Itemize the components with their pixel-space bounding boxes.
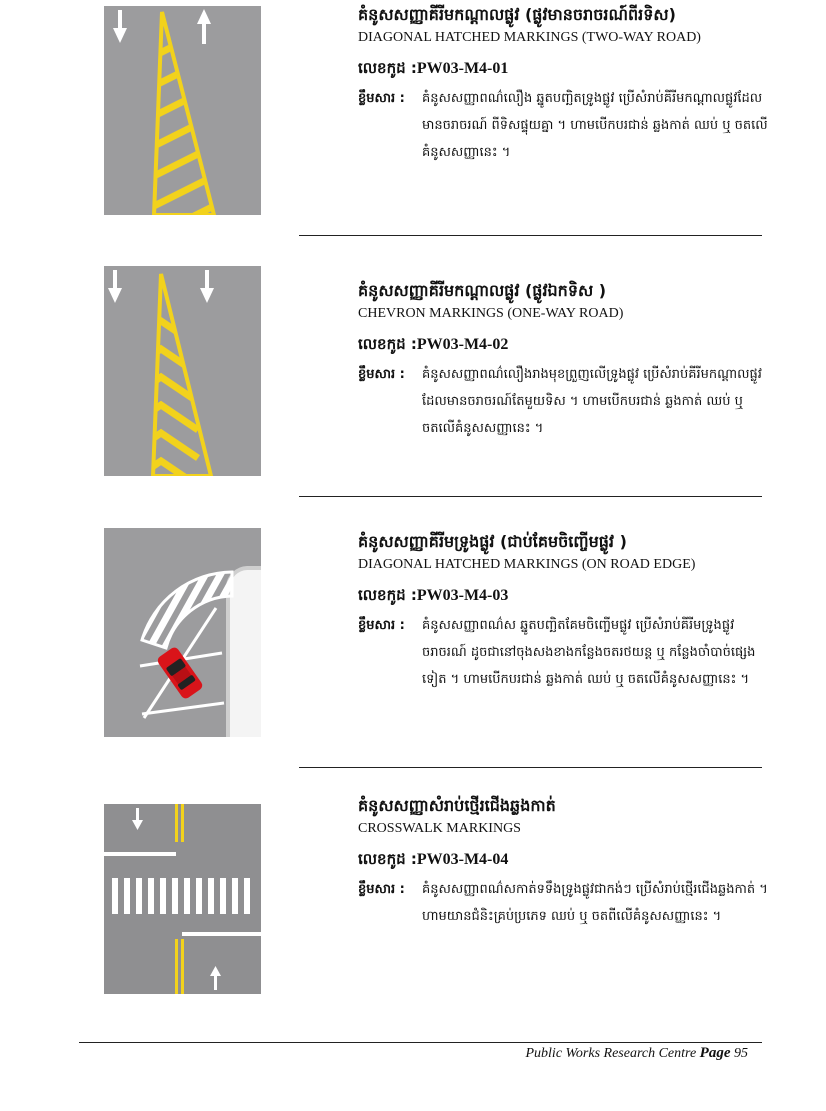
code-label: លេខកូដ (358, 586, 406, 604)
description-label: ខ្លឹមសារ : (358, 91, 405, 106)
description-text: គំនូសសញ្ញាពណ៌សកាត់ទទឹងទ្រូងផ្លូវជាកង់ៗ ប្រើសំរាប់ថ្មើរជើងឆ្លងកាត់ ។ ហាមយានជំនិះគ្រប់ប្រភេទ ឈប់ ឬ ចតពីលើគំនូសសញ្ញានេះ ។ (422, 882, 768, 924)
code-value: PW03-M4-02 (416, 336, 509, 353)
code-row (358, 585, 778, 606)
code-separator: : (405, 59, 417, 77)
page-footer (525, 1044, 748, 1063)
divider (299, 767, 762, 768)
description-label: ខ្លឹមសារ : (358, 882, 405, 897)
footer-page-label: Page (699, 1045, 731, 1061)
code-value: PW03-M4-03 (416, 587, 509, 604)
entry-title-en: CROSSWALK MARKINGS (358, 821, 521, 836)
description-label: ខ្លឹមសារ : (358, 618, 405, 633)
one-way-chevron-marking-image (104, 266, 261, 476)
code-row (358, 58, 778, 79)
entry-title-km: គំនូសសញ្ញាគីរីមទ្រូងផ្លូវ (ជាប់គែមចិញ្ចើមផ្លូវ ) (358, 532, 627, 551)
footer-rule (79, 1042, 762, 1043)
two-way-hatched-marking-image (104, 6, 261, 215)
description-row (358, 361, 778, 442)
entry-title-km: គំនូសសញ្ញាគីរីមកណ្តាលផ្លូវ (ផ្លូវមានចរាចរណ៍ពីរទិស) (358, 5, 676, 24)
entry-title-en: DIAGONAL HATCHED MARKINGS (TWO-WAY ROAD) (358, 30, 701, 45)
code-label: លេខកូដ (358, 335, 406, 353)
code-row (358, 334, 778, 355)
code-separator: : (405, 335, 417, 353)
code-label: លេខកូដ (358, 850, 406, 868)
code-row (358, 849, 778, 870)
description-row (358, 612, 778, 693)
code-separator: : (405, 586, 417, 604)
entry-title-km: គំនូសសញ្ញាសំរាប់ថ្មើរជើងឆ្លងកាត់ (358, 796, 556, 815)
code-value: PW03-M4-04 (416, 851, 509, 868)
description-text: គំនូសសញ្ញាពណ៌ស ឆ្នូតបញ្ឆិតគែមចិញ្ចើមផ្លូវ ប្រើសំរាប់គីរីមទ្រូងផ្លូវចរាចរណ៍ ដូចជានៅចុងសងខាងកន្លែងចតរថយន្ត ឬ កន្លែងចាំបាច់ផ្សេងទៀត ។ ហាមបើកបរជាន់ ឆ្លងកាត់ ឈប់ ឬ ចតលើគំនូសសញ្ញានេះ ។ (422, 618, 756, 687)
description-text: គំនូសសញ្ញាពណ៌លឿងរាងមុខព្រួញលើទ្រូងផ្លូវ ប្រើសំរាប់គីរីមកណ្តាលផ្លូវដែលមានចរាចរណ៍តែមួយទិស ។ ហាមបើកបរជាន់ ឆ្លងកាត់ ឈប់ ឬ ចតលើគំនូសសញ្ញានេះ ។ (422, 367, 762, 436)
description-text: គំនូសសញ្ញាពណ៌លឿង ឆ្នូតបញ្ឆិតទ្រូងផ្លូវ ប្រើសំរាប់គីរីមកណ្តាលផ្លូវដែលមានចរាចរណ៍ ពីទិសផ្ទុយគ្នា ។ ហាមបើកបរជាន់ ឆ្លងកាត់ ឈប់ ឬ ចតលើគំនូសសញ្ញានេះ ។ (422, 91, 768, 160)
road-edge-hatched-marking-image (104, 528, 261, 737)
entry-title-km: គំនូសសញ្ញាគីរីមកណ្តាលផ្លូវ (ផ្លូវឯកទិស ) (358, 281, 607, 300)
divider (299, 235, 762, 236)
code-separator: : (405, 850, 417, 868)
entry-title-en: CHEVRON MARKINGS (ONE-WAY ROAD) (358, 306, 624, 321)
footer-org: Public Works Research Centre (525, 1046, 697, 1061)
code-value: PW03-M4-01 (416, 60, 509, 77)
code-label: លេខកូដ (358, 59, 406, 77)
entry-title-en: DIAGONAL HATCHED MARKINGS (ON ROAD EDGE) (358, 557, 696, 572)
divider (299, 496, 762, 497)
crosswalk-marking-image (104, 804, 261, 994)
description-label: ខ្លឹមសារ : (358, 367, 405, 382)
description-row (358, 876, 778, 930)
page-number: 95 (734, 1046, 748, 1061)
description-row (358, 85, 778, 166)
